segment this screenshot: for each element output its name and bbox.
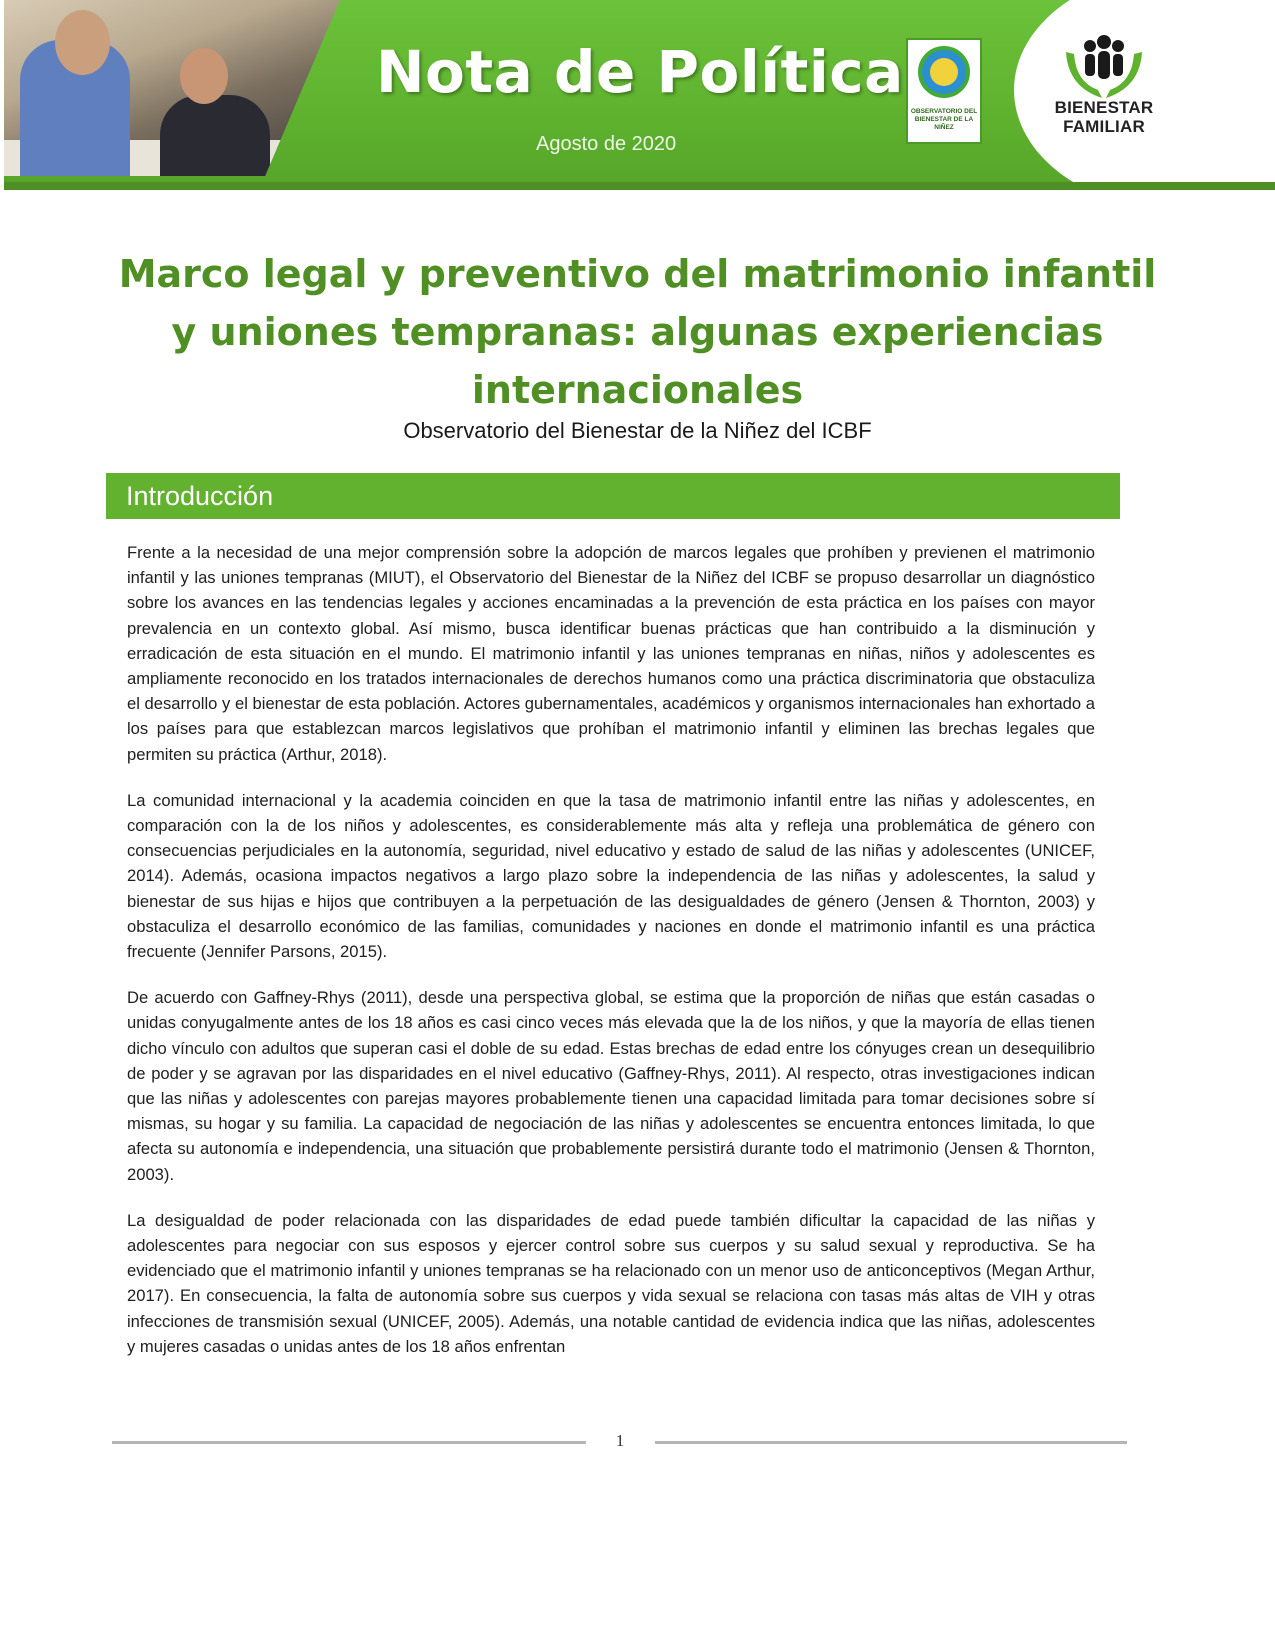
banner-bottom-strip — [4, 182, 1275, 190]
bienestar-logo-line1: BIENESTAR — [1054, 98, 1154, 117]
observatorio-logo — [906, 38, 982, 144]
family-hands-icon — [1062, 32, 1146, 102]
paragraph: La comunidad internacional y la academia coinciden en que la tasa de matrimonio infantil entre las niñas y adolescentes, en comparación con la de los niños y adolescentes, es considerablemente más alta y refleja una problemática de género con consecuencias perjudiciales en la autonomía, seguridad, nivel educativo y estado de salud de las niñas y adolescentes (UNICEF, 2014). Además, ocasiona impactos negativos a largo plazo sobre la independencia de las niñas y adolescentes, la salud y bienestar de sus hijas e hijos que contribuyen a la perpetuación de las desigualdades de género (Jensen & Thornton, 2003) y obstaculiza el desarrollo económico de las familias, comunidades y naciones en donde el matrimonio infantil es una práctica frecuente (Jennifer Parsons, 2015). — [127, 790, 1095, 962]
bienestar-familiar-logo — [1044, 22, 1164, 142]
banner-title: Nota de Política — [376, 38, 904, 106]
footer-divider-left — [112, 1441, 586, 1444]
bienestar-logo-line2: FAMILIAR — [1063, 117, 1145, 136]
header-photo — [4, 0, 340, 176]
document-title: Marco legal y preventivo del matrimonio infantil y uniones tempranas: algunas experiencias internacionales — [118, 252, 1157, 412]
body-text — [127, 540, 1095, 1380]
paragraph: La desigualdad de poder relacionada con las disparidades de edad puede también dificultar la capacidad de las niñas y adolescentes para negociar con sus esposos y ejercer control sobre sus cuerpos y su salud sexual y reproductiva. Se ha evidenciado que el matrimonio infantil y uniones tempranas se ha relacionado con un menor uso de anticonceptivos (Megan Arthur, 2017). En consecuencia, la falta de autonomía sobre sus cuerpos y vida sexual se relaciona con tasas más altas de VIH y otras infecciones de transmisión sexual (UNICEF, 2005). Además, una notable cantidad de evidencia indica que las niñas, adolescentes y mujeres casadas o unidas antes de los 18 años enfrentan — [127, 1210, 1095, 1356]
observatorio-logo-text: OBSERVATORIO DEL BIENESTAR DE LA NIÑEZ — [910, 108, 978, 131]
header-banner — [4, 0, 1275, 190]
paragraph: De acuerdo con Gaffney-Rhys (2011), desde una perspectiva global, se estima que la proporción de niñas que están casadas o unidas conyugalmente antes de los 18 años es casi cinco veces más elevada que la de los niños, y que la mayoría de ellas tienen dicho vínculo con adultos que superan casi el doble de su edad. Estas brechas de edad entre los cónyuges crean un desequilibrio de poder y se agravan por las disparidades en el nivel educativo (Gaffney-Rhys, 2011). Al respecto, otras investigaciones indican que las niñas y adolescentes con parejas mayores probablemente tienen una capacidad limitada para tomar decisiones sobre sí mismas, su hogar y su familia. La capacidad de negociación de las niñas y adolescentes se encuentra entonces limitada, lo que afecta su autonomía e independencia, una situación que probablemente persistirá durante todo el matrimonio (Jensen & Thornton, 2003). — [127, 988, 1095, 1184]
footer-divider-right — [655, 1441, 1127, 1444]
observatorio-emblem-icon — [918, 46, 970, 98]
document-author: Observatorio del Bienestar de la Niñez del ICBF — [403, 418, 872, 443]
paragraph: Frente a la necesidad de una mejor comprensión sobre la adopción de marcos legales que prohíben y previenen el matrimonio infantil y las uniones tempranas (MIUT), el Observatorio del Bienestar de la Niñez del ICBF se propuso desarrollar un diagnóstico sobre los avances en las tendencias legales y acciones encaminadas a la prevención de esta práctica en los países con mayor prevalencia en un contexto global. Así mismo, busca identificar buenas prácticas que han contribuido a la disminución y erradicación de esta situación en el mundo. El matrimonio infantil y las uniones tempranas en niñas, niños y adolescentes es ampliamente reconocido en los tratados internacionales de derechos humanos como una práctica discriminatoria que obstaculiza el desarrollo y el bienestar de esta población. Actores gubernamentales, académicos y organismos internacionales han exhortado a los países para que establezcan marcos legislativos que prohíban el matrimonio infantil y eliminen las brechas legales que permiten su práctica (Arthur, 2018). — [127, 543, 1095, 764]
banner-date: Agosto de 2020 — [536, 133, 677, 155]
section-heading-bar — [106, 473, 1120, 519]
page-number: 1 — [615, 1431, 625, 1450]
section-heading: Introducción — [126, 481, 274, 511]
